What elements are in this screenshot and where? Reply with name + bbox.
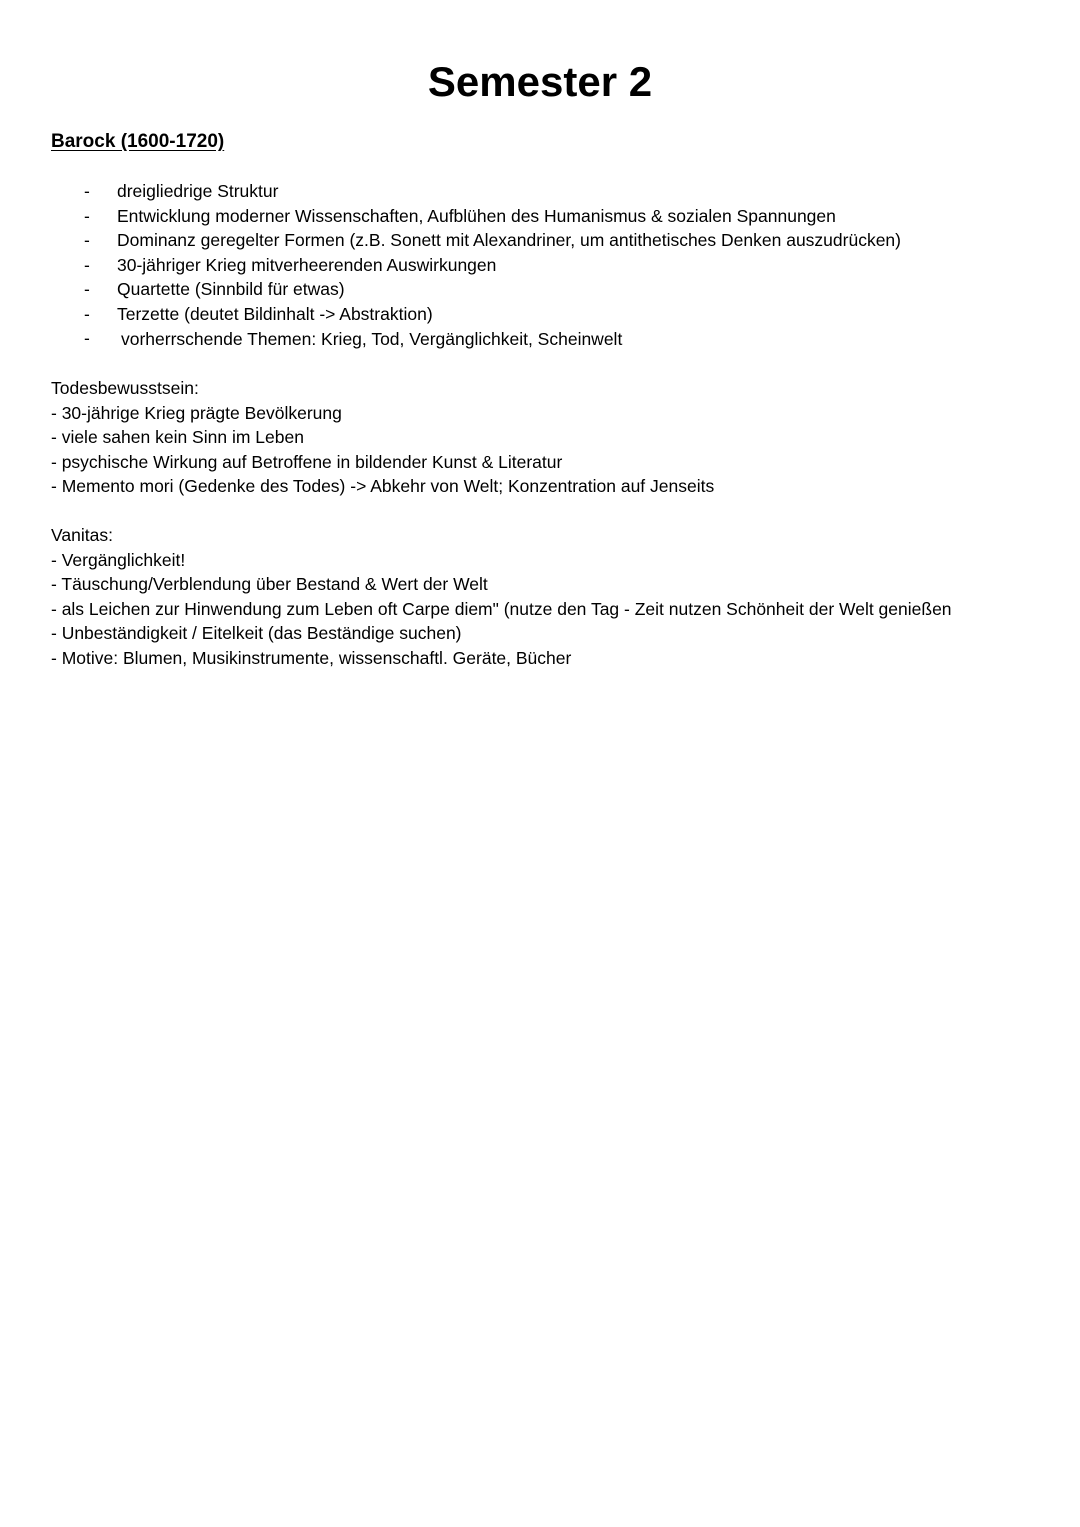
bullet-text: Quartette (Sinnbild für etwas) — [117, 279, 345, 299]
todesbewusstsein-block — [51, 376, 714, 499]
bullet-text: Dominanz geregelter Formen (z.B. Sonett mit Alexandriner, um antithetisches Denken auszudrücken) — [117, 230, 901, 250]
bullet-dash: - — [84, 279, 90, 299]
todesbewusstsein-heading: Todesbewusstsein: — [51, 378, 199, 398]
bullet-dash: - — [84, 303, 90, 324]
page-title: Semester 2 — [427, 58, 653, 105]
bullet-text: dreigliedrige Struktur — [117, 181, 279, 201]
bullet-text: Entwicklung moderner Wissenschaften, Aufblühen des Humanismus & sozialen Spannungen — [117, 205, 836, 226]
vanitas-block — [51, 523, 952, 670]
vanitas-line: - Motive: Blumen, Musikinstrumente, wissenschaftl. Geräte, Bücher — [51, 647, 572, 668]
bullet-dash: - — [84, 328, 90, 348]
vanitas-line: - Täuschung/Verblendung über Bestand & Wert der Welt — [51, 574, 488, 594]
todesbewusstsein-line: - viele sahen kein Sinn im Leben — [51, 427, 304, 447]
bullet-dash: - — [84, 230, 90, 250]
bullet-text: vorherrschende Themen: Krieg, Tod, Vergänglichkeit, Scheinwelt — [121, 329, 623, 349]
bullet-dash: - — [84, 181, 90, 201]
bullet-dash: - — [84, 205, 90, 226]
vanitas-line: - als Leichen zur Hinwendung zum Leben oft Carpe diem" (nutze den Tag - Zeit nutzen Schönheit der Welt genießen — [51, 598, 952, 619]
bullet-text: Terzette (deutet Bildinhalt -> Abstraktion) — [117, 303, 433, 324]
bullet-dash: - — [84, 254, 90, 275]
section-heading-barock: Barock (1600-1720) — [51, 131, 225, 152]
todesbewusstsein-line: - psychische Wirkung auf Betroffene in bildender Kunst & Literatur — [51, 451, 563, 472]
vanitas-line: - Vergänglichkeit! — [51, 549, 186, 570]
todesbewusstsein-line: - Memento mori (Gedenke des Todes) -> Abkehr von Welt; Konzentration auf Jenseits — [51, 476, 715, 496]
todesbewusstsein-line: - 30-jährige Krieg prägte Bevölkerung — [51, 402, 342, 423]
bullet-text: 30-jähriger Krieg mitverheerenden Auswirkungen — [117, 254, 497, 275]
vanitas-heading: Vanitas: — [51, 525, 113, 545]
vanitas-line: - Unbeständigkeit / Eitelkeit (das Beständige suchen) — [51, 623, 462, 643]
